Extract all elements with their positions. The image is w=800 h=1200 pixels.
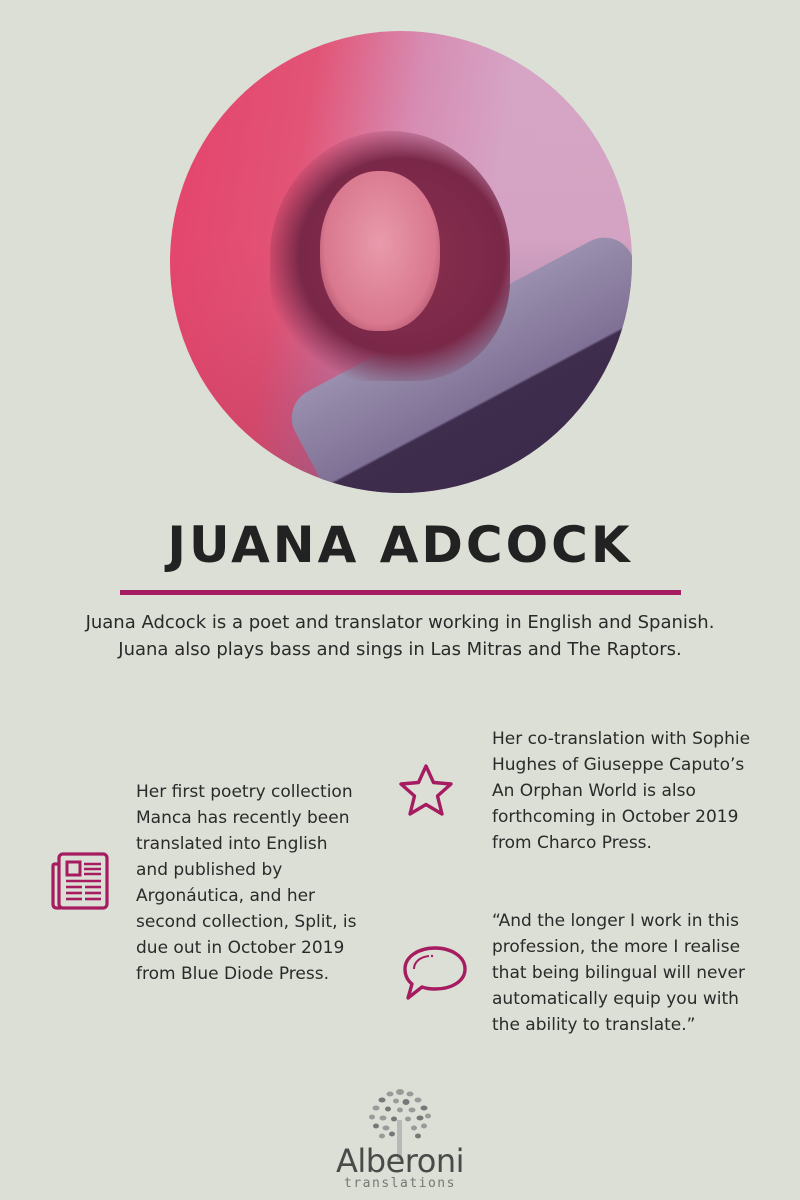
star-icon [396,762,456,820]
fact-line: “And the longer I work in this [492,911,739,931]
alberoni-logo [320,1084,480,1194]
fact-line: forthcoming in October 2019 [492,807,739,827]
intro-line: Juana Adcock is a poet and translator working in English and Spanish. [85,612,715,633]
fact-line: Hughes of Giuseppe Caputo’s [492,755,745,775]
person-name: JUANA ADCOCK [167,516,633,574]
intro-text [20,609,780,663]
fact-line: automatically equip you with [492,989,739,1009]
fact-line: from Blue Diode Press. [136,964,330,984]
newspaper-icon [51,852,109,910]
logo-subtitle: translations [344,1176,456,1191]
fact-line: translated into English [136,834,328,854]
fact-co-translation [492,726,792,856]
fact-line: Manca has recently been [136,808,350,828]
photo-face [320,171,440,331]
fact-poetry-collection [136,779,386,987]
fact-line: An Orphan World is also [492,781,696,801]
fact-line: second collection, Split, is [136,912,357,932]
fact-line: the ability to translate.” [492,1015,696,1035]
fact-line: Her first poetry collection [136,782,353,802]
fact-line: and published by [136,860,283,880]
speech-bubble-icon [400,944,470,1002]
logo-wordmark: Alberoni [336,1142,464,1180]
fact-line: profession, the more I realise [492,937,741,957]
fact-line: Her co-translation with Sophie [492,729,751,749]
fact-quote [492,908,792,1038]
title-underline [120,590,681,595]
intro-line: Juana also plays bass and sings in Las Mitras and The Raptors. [118,639,682,660]
fact-line: from Charco Press. [492,833,652,853]
fact-line: Argonáutica, and her [136,886,316,906]
fact-line: that being bilingual will never [492,963,745,983]
fact-line: due out in October 2019 [136,938,345,958]
profile-photo [170,31,632,493]
